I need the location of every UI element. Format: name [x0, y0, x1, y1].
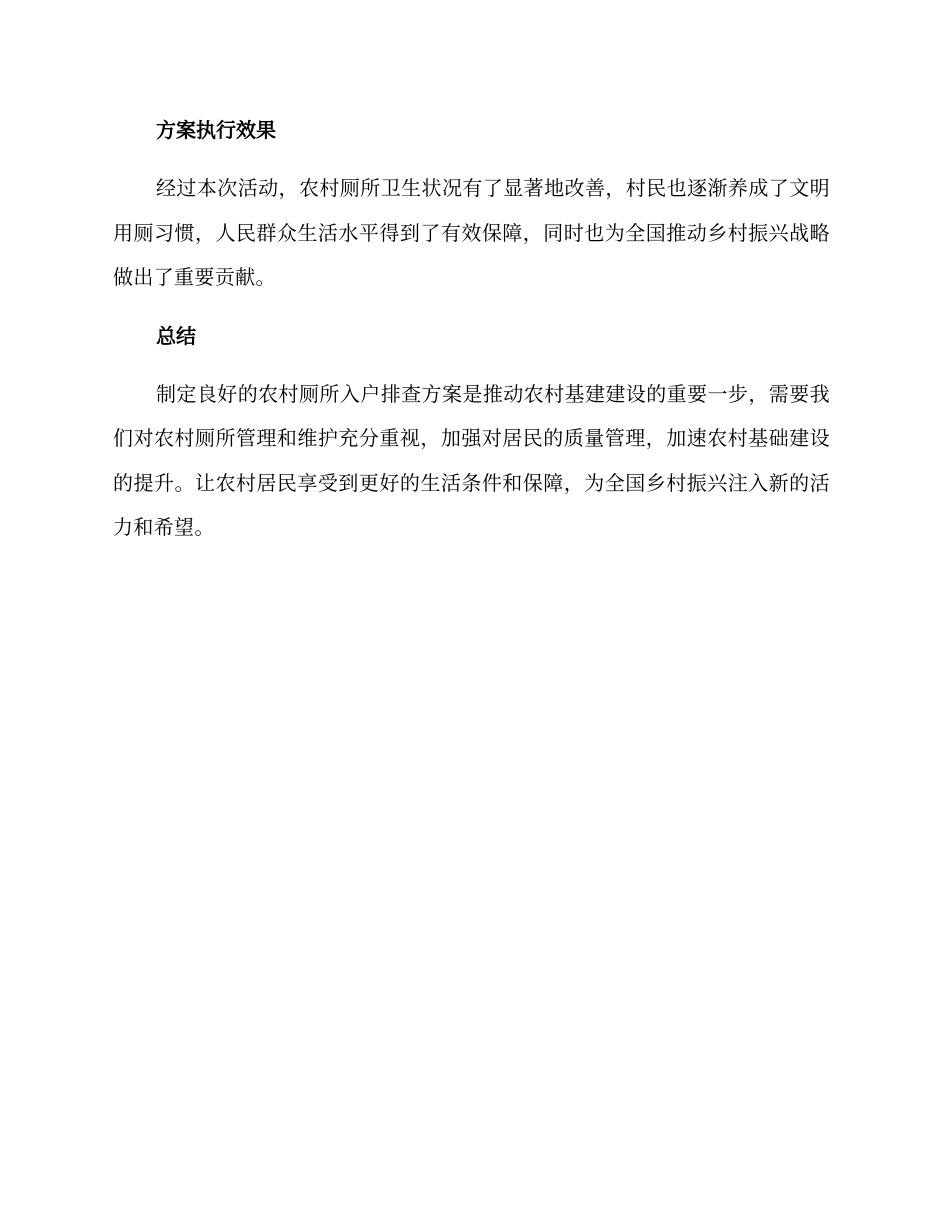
section-heading: 方案执行效果 — [156, 118, 276, 142]
section-paragraph: 经过本次活动，农村厕所卫生状况有了显著地改善，村民也逐渐养成了文明用厕习惯，人民群众生活水平得到了有效保障，同时也为全国推动乡村振兴战略做出了重要贡献。 — [113, 176, 830, 289]
section-paragraph: 制定良好的农村厕所入户排查方案是推动农村基建建设的重要一步，需要我们对农村厕所管理和维护充分重视，加强对居民的质量管理，加速农村基础建设的提升。让农村居民享受到更好的生活条件和保障，为全国乡村振兴注入新的活力和希望。 — [113, 381, 830, 539]
section-heading: 总结 — [156, 323, 196, 348]
document-page — [113, 108, 830, 550]
section-summary — [113, 314, 830, 550]
section-execution-effect — [113, 108, 830, 300]
